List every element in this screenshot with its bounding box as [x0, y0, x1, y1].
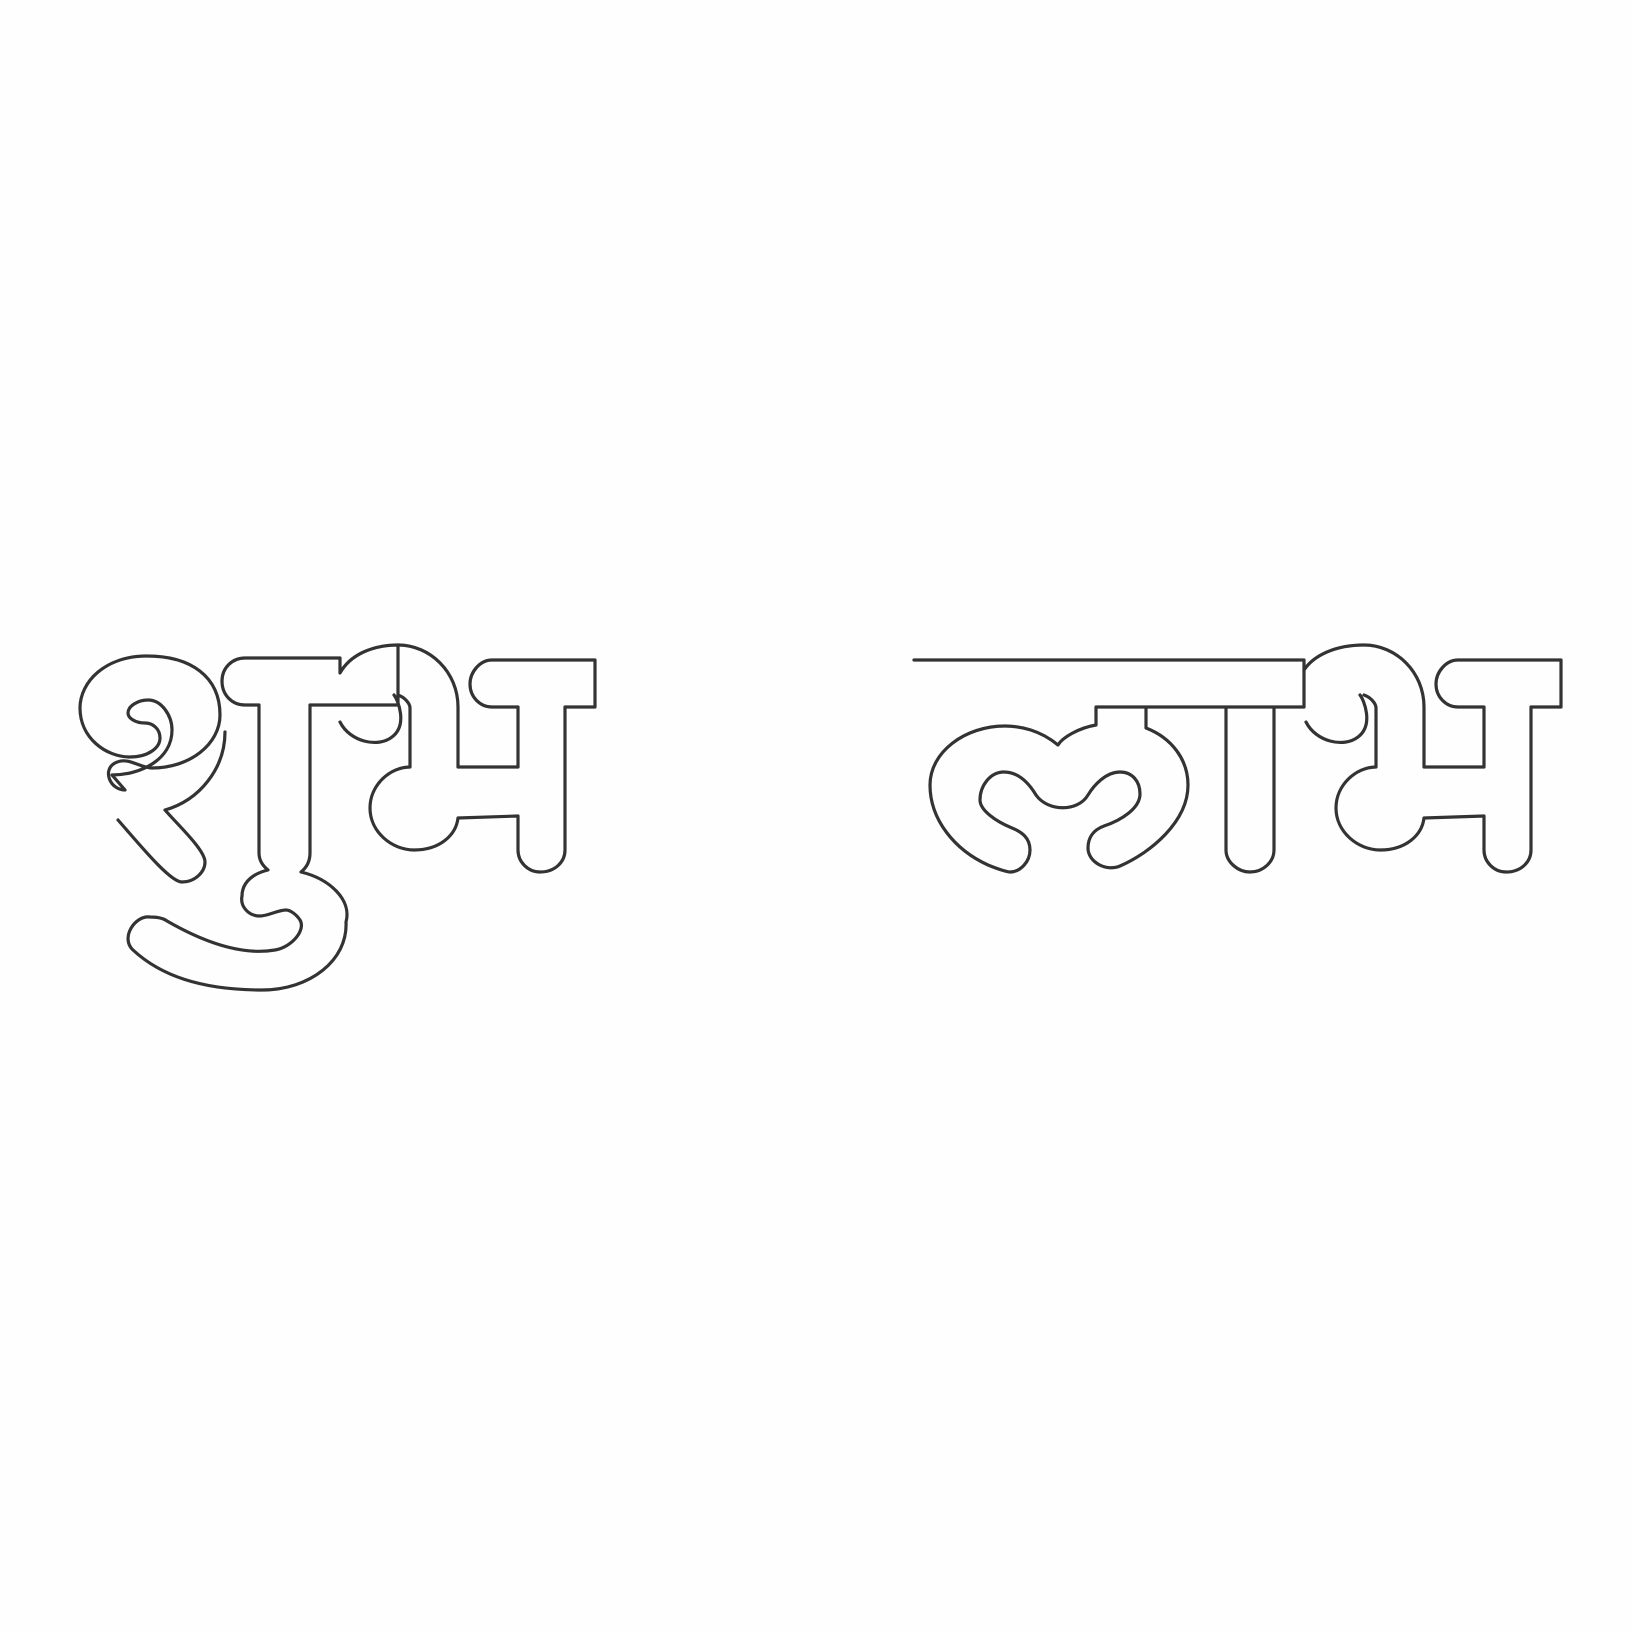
- glyph-bha-outline: [340, 645, 595, 872]
- word-labh: [914, 645, 1561, 872]
- glyph-bha-outline-2: [1304, 645, 1561, 872]
- word-shubh: [80, 645, 595, 990]
- glyph-la-outline: [914, 660, 1304, 872]
- glyph-sha-u-outline: [80, 645, 398, 990]
